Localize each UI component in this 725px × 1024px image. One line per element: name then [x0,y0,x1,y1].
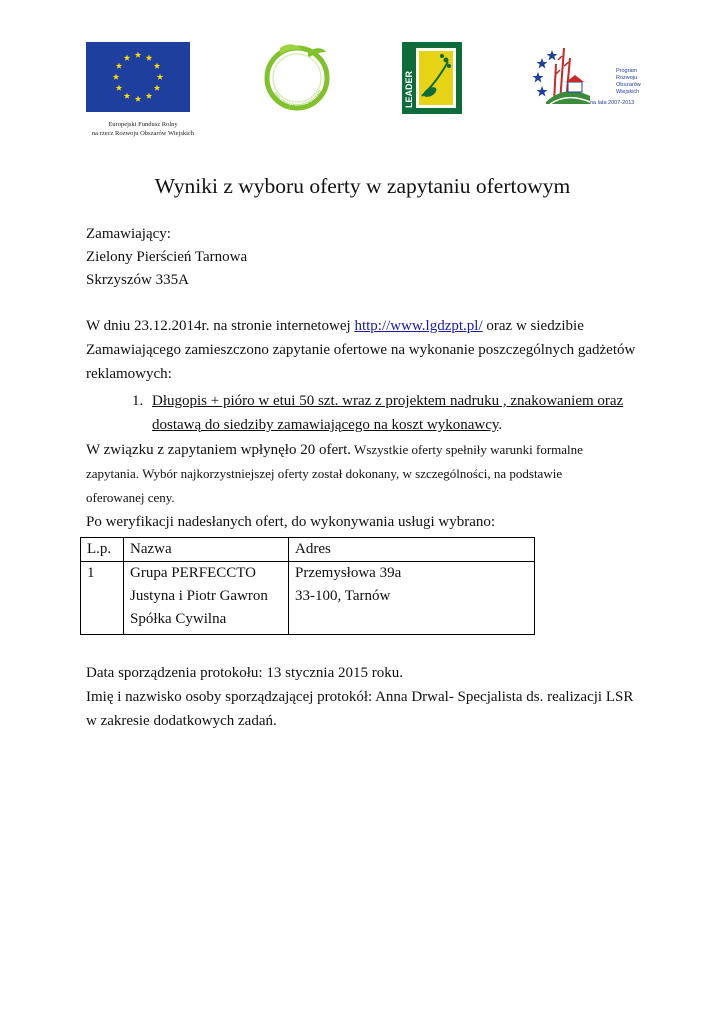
intro-text-1: W dniu 23.12.2014r. na stronie internetowej [86,318,355,334]
header-lp: L.p. [81,538,124,562]
leader-text: LEADER [404,70,414,108]
eu-star-icon [113,74,119,80]
intro-line-1 [86,315,584,338]
table-header-row [81,538,535,562]
cell-adres [289,562,535,635]
intro-line-3: reklamowych: [86,366,172,382]
eu-star-icon [154,63,160,69]
results-table [80,537,535,635]
prow-logo [532,42,654,110]
item-line-2-tail: . [498,417,503,433]
eu-fund-caption [80,120,206,138]
header-adres: Adres [289,538,535,562]
report-date: Data sporządzenia protokołu: 13 stycznia 2015 roku. [86,665,403,681]
eu-star-icon [124,55,130,61]
offers-line-2: zapytania. Wybór najkorzystniejszej oferty został dokonany, w szczególności, na podstawie [86,466,563,481]
eu-star-icon [116,85,122,91]
address-line-1: Przemysłowa 39a [295,565,402,581]
eu-star-icon [124,93,130,99]
name-line-1: Grupa PERFECCTO [130,565,256,581]
prow-line-2: Rozwoju [616,75,638,81]
report-author-line-1: Imię i nazwisko osoby sporządzającej protokół: Anna Drwal- Specjalista ds. realizacji LSR [86,689,634,705]
eu-star-icon [157,74,163,80]
prow-line-5: na lata 2007-2013 [590,100,635,106]
eu-star-icon [116,63,122,69]
eu-star-icon [154,85,160,91]
item-line-2: dostawą do siedziby zamawiającego na koszt wykonawcy [152,417,499,433]
eu-flag-logo [86,42,190,112]
eu-caption-line1: Europejski Fundusz Rolny [108,121,178,128]
offers-line-1 [86,438,639,462]
verification-text: Po weryfikacji nadesłanych ofert, do wykonywania usługi wybrano: [86,514,496,530]
intro-line-2: Zamawiającego zamieszczono zapytanie ofertowe na wykonanie poszczególnych gadżetów [86,342,636,358]
header-nazwa: Nazwa [124,538,289,562]
zp-ring-text: ZIELONY PIERŚCIEŃ TAR [271,89,325,110]
eu-star-icon [146,93,152,99]
cell-nazwa [124,562,289,635]
prow-line-4: Wiejskich [616,89,640,95]
eu-caption-line2: na rzecz Rozwoju Obszarów Wiejskich [91,130,195,137]
address-line-2: 33-100, Tarnów [295,588,391,604]
zamawiajacy-name: Zielony Pierścień Tarnowa [86,249,248,265]
item-number: 1. [132,393,144,409]
eu-stars-icon [86,42,190,112]
leader-logo [402,42,462,114]
offers-line-3: oferowanej ceny. [86,490,175,505]
item-line-1: Długopis + pióro w etui 50 szt. wraz z projektem nadruku , znakowaniem oraz [152,393,624,409]
item-line-2-wrap [152,414,502,437]
zielony-pierscien-logo [258,38,336,116]
intro-text-2: oraz w siedzibie [482,318,584,334]
zamawiajacy-address: Skrzyszów 335A [86,272,189,288]
zamawiajacy-label: Zamawiający: [86,226,171,242]
offers-lead: W związku z zapytaniem wpłynęło 20 ofert. [86,442,352,458]
prow-line-1: Program [616,68,638,74]
offers-rest: Wszystkie oferty spełniły warunki formalne [351,442,583,457]
prow-line-3: Obszarów [616,82,641,88]
eu-star-icon [135,96,141,102]
table-row [81,562,535,635]
document-title: Wyniki z wyboru oferty w zapytaniu ofertowym [154,174,571,198]
cell-lp: 1 [81,562,124,635]
name-line-3: Spółka Cywilna [130,611,227,627]
eu-star-icon [135,52,141,58]
report-author-line-2: w zakresie dodatkowych zadań. [86,713,277,729]
name-line-2: Justyna i Piotr Gawron [130,588,268,604]
eu-star-icon [146,55,152,61]
website-link[interactable]: http://www.lgdzpt.pl/ [354,318,483,334]
